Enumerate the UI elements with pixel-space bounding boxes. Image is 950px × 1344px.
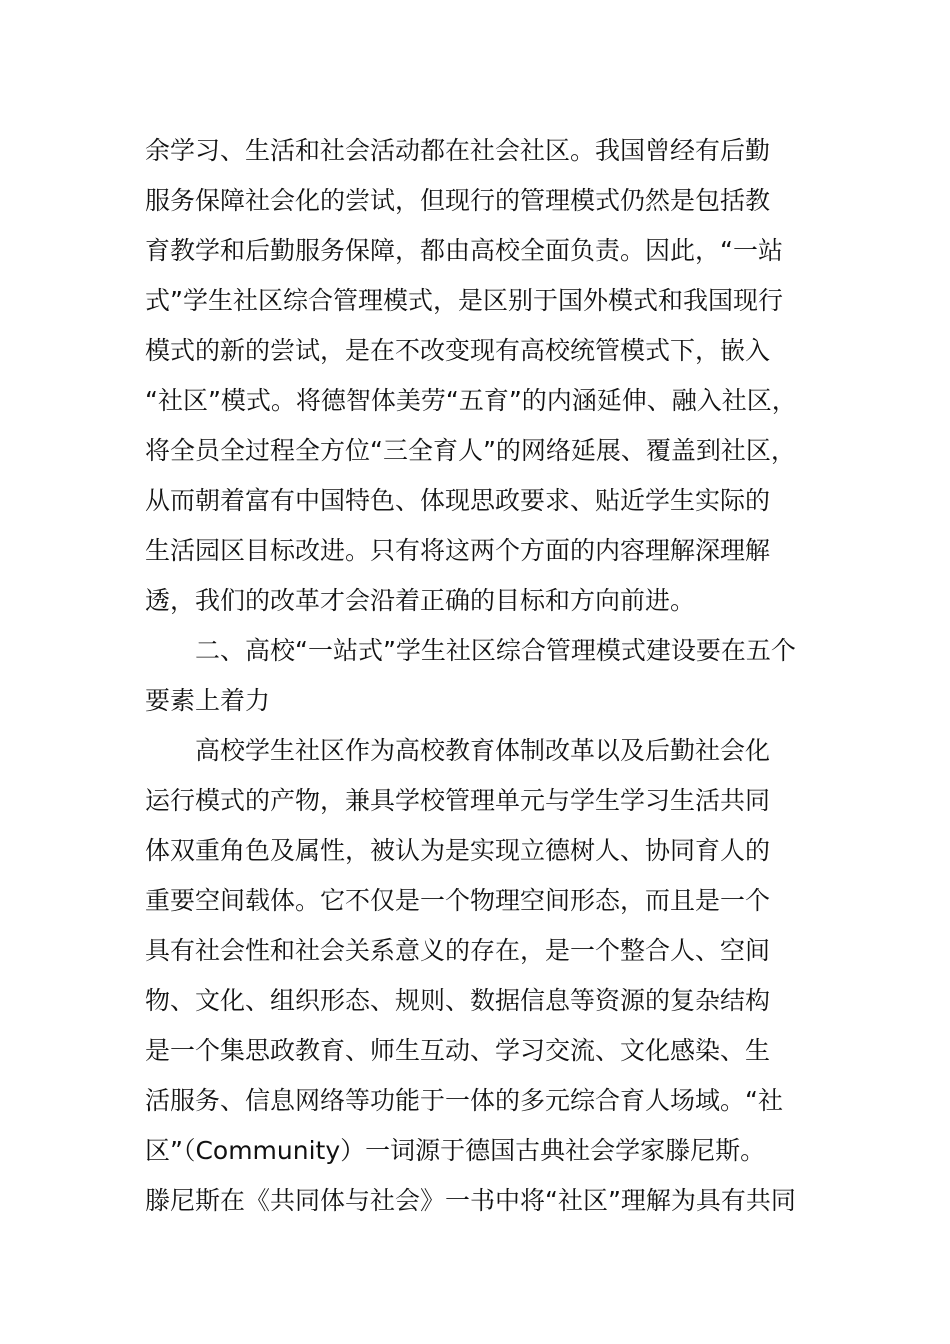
body-text (145, 126, 810, 1226)
text-line: 育教学和后勤服务保障，都由高校全面负责。因此，“一站 (145, 236, 783, 265)
text-line: 透，我们的改革才会沿着正确的目标和方向前进。 (145, 586, 696, 615)
text-line: 具有社会性和社会关系意义的存在，是一个整合人、空间 (145, 936, 771, 965)
text-line: 将全员全过程全方位“三全育人”的网络延展、覆盖到社区， (145, 436, 796, 465)
text-line: 滕尼斯在《共同体与社会》一书中将“社区”理解为具有共同 (145, 1186, 796, 1215)
text-line: 生活园区目标改进。只有将这两个方面的内容理解深理解 (145, 536, 771, 565)
text-line: “社区”模式。将德智体美劳“五育”的内涵延伸、融入社区， (145, 386, 797, 415)
text-line: 区”（Community）一词源于德国古典社会学家滕尼斯。 (145, 1136, 766, 1165)
text-line: 物、文化、组织形态、规则、数据信息等资源的复杂结构 (145, 986, 771, 1015)
section-heading-continued: 要素上着力 (145, 686, 271, 715)
text-line: 模式的新的尝试，是在不改变现有高校统管模式下，嵌入 (145, 336, 771, 365)
text-line: 式”学生社区综合管理模式，是区别于国外模式和我国现行 (145, 286, 783, 315)
text-line: 是一个集思政教育、师生互动、学习交流、文化感染、生 (145, 1036, 771, 1065)
text-line: 从而朝着富有中国特色、体现思政要求、贴近学生实际的 (145, 486, 771, 515)
paragraph-start: 高校学生社区作为高校教育体制改革以及后勤社会化 (195, 736, 771, 765)
text-line: 运行模式的产物，兼具学校管理单元与学生学习生活共同 (145, 786, 771, 815)
text-line: 重要空间载体。它不仅是一个物理空间形态，而且是一个 (145, 886, 771, 915)
text-line: 服务保障社会化的尝试，但现行的管理模式仍然是包括教 (145, 186, 771, 215)
section-heading: 二、高校“一站式”学生社区综合管理模式建设要在五个 (195, 636, 796, 665)
text-line: 余学习、生活和社会活动都在社会社区。我国曾经有后勤 (145, 136, 771, 165)
text-line: 体双重角色及属性，被认为是实现立德树人、协同育人的 (145, 836, 771, 865)
text-line: 活服务、信息网络等功能于一体的多元综合育人场域。“社 (145, 1086, 783, 1115)
